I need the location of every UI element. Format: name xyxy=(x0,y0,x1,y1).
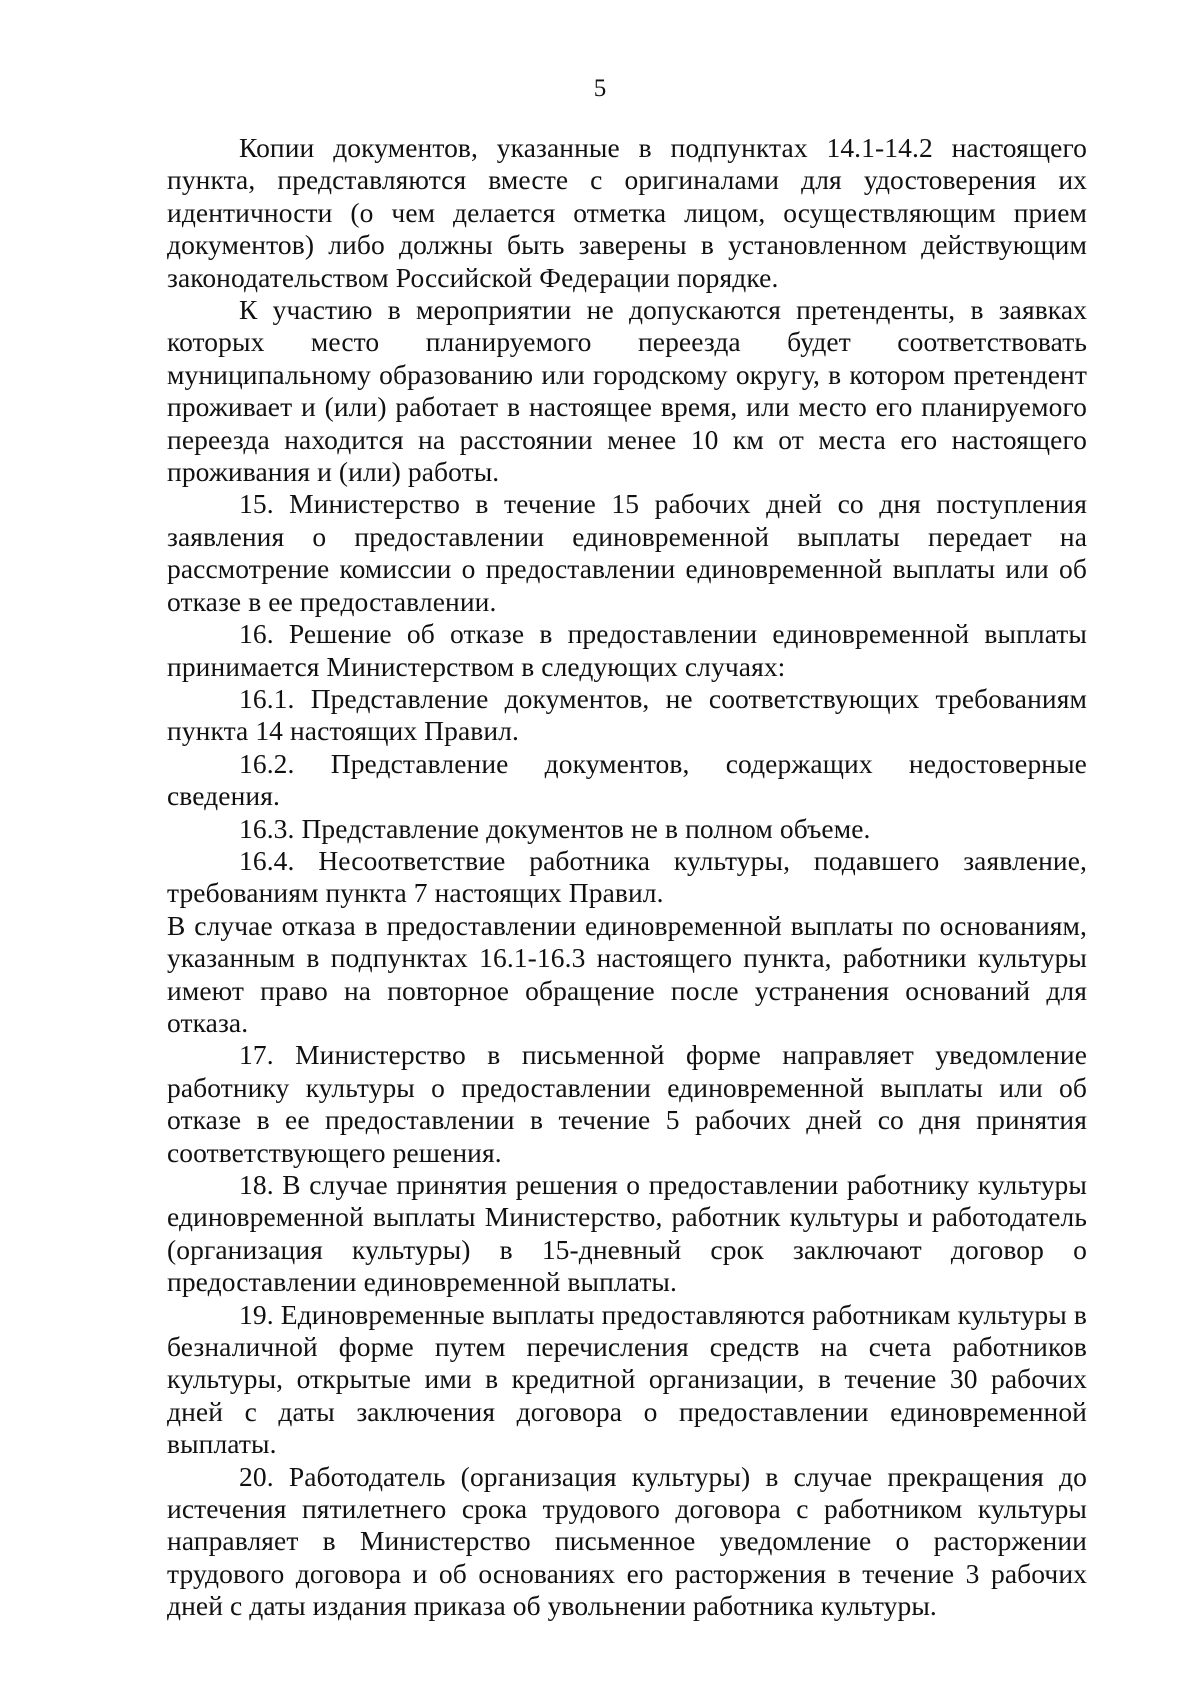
paragraph-item-20: 20. Работодатель (организация культуры) в случае прекращения до истечения пятилетнего срока трудового договора с работником культуры направляет в Министерство письменное уведомление о расторжении трудового договора и об основаниях его расторжения в течение 3 рабочих дней с даты издания приказа об увольнении работника культуры. xyxy=(167,1460,1087,1622)
paragraph-item-15: 15. Министерство в течение 15 рабочих дней со дня поступления заявления о предоставлении единовременной выплаты передает на рассмотрение комиссии о предоставлении единовременной выплаты или об отказе в ее предоставлении. xyxy=(167,488,1087,617)
paragraph-item-16-4: 16.4. Несоответствие работника культуры, подавшего заявление, требованиям пункта 7 настоящих Правил. xyxy=(167,844,1087,909)
paragraph-item-17: 17. Министерство в письменной форме направляет уведомление работнику культуры о предоставлении единовременной выплаты или об отказе в ее предоставлении в течение 5 рабочих дней со дня принятия соответствующего решения. xyxy=(167,1039,1087,1168)
paragraph-item-16-2: 16.2. Представление документов, содержащих недостоверные сведения. xyxy=(167,747,1087,812)
paragraph-copies-of-documents: Копии документов, указанные в подпунктах 14.1-14.2 настоящего пункта, представляются вместе с оригиналами для удостоверения их идентичности (о чем делается отметка лицом, осуществляющим прием документов) либо должны быть заверены в установленном действующим законодательством Российской Федерации порядке. xyxy=(167,132,1087,293)
paragraph-refusal-reapplication: В случае отказа в предоставлении единовременной выплаты по основаниям, указанным в подпунктах 16.1-16.3 настоящего пункта, работники культуры имеют право на повторное обращение после устранения оснований для отказа. xyxy=(167,909,1087,1038)
paragraph-item-16: 16. Решение об отказе в предоставлении единовременной выплаты принимается Министерством в следующих случаях: xyxy=(167,618,1087,682)
page-number: 5 xyxy=(593,75,607,102)
paragraph-item-19: 19. Единовременные выплаты предоставляются работникам культуры в безналичной форме путем перечисления средств на счета работников культуры, открытые ими в кредитной организации, в течение 30 рабочих дней с даты заключения договора о предоставлении единовременной выплаты. xyxy=(167,1298,1087,1460)
paragraph-item-16-1: 16.1. Представление документов, не соответствующих требованиям пункта 14 настоящих Правил. xyxy=(167,682,1087,747)
paragraph-participation-restrictions: К участию в мероприятии не допускаются претенденты, в заявках которых место планируемого переезда будет соответствовать муниципальному образованию или городскому округу, в котором претендент проживает и (или) работает в настоящее время, или место его планируемого переезда находится на расстоянии менее 10 км от места его настоящего проживания и (или) работы. xyxy=(167,294,1087,488)
paragraph-item-18: 18. В случае принятия решения о предоставлении работнику культуры единовременной выплаты Министерство, работник культуры и работодатель (организация культуры) в 15-дневный срок заключают договор о предоставлении единовременной выплаты. xyxy=(167,1169,1087,1298)
paragraph-item-16-3: 16.3. Представление документов не в полном объеме. xyxy=(239,812,871,844)
document-body xyxy=(167,132,1087,1623)
